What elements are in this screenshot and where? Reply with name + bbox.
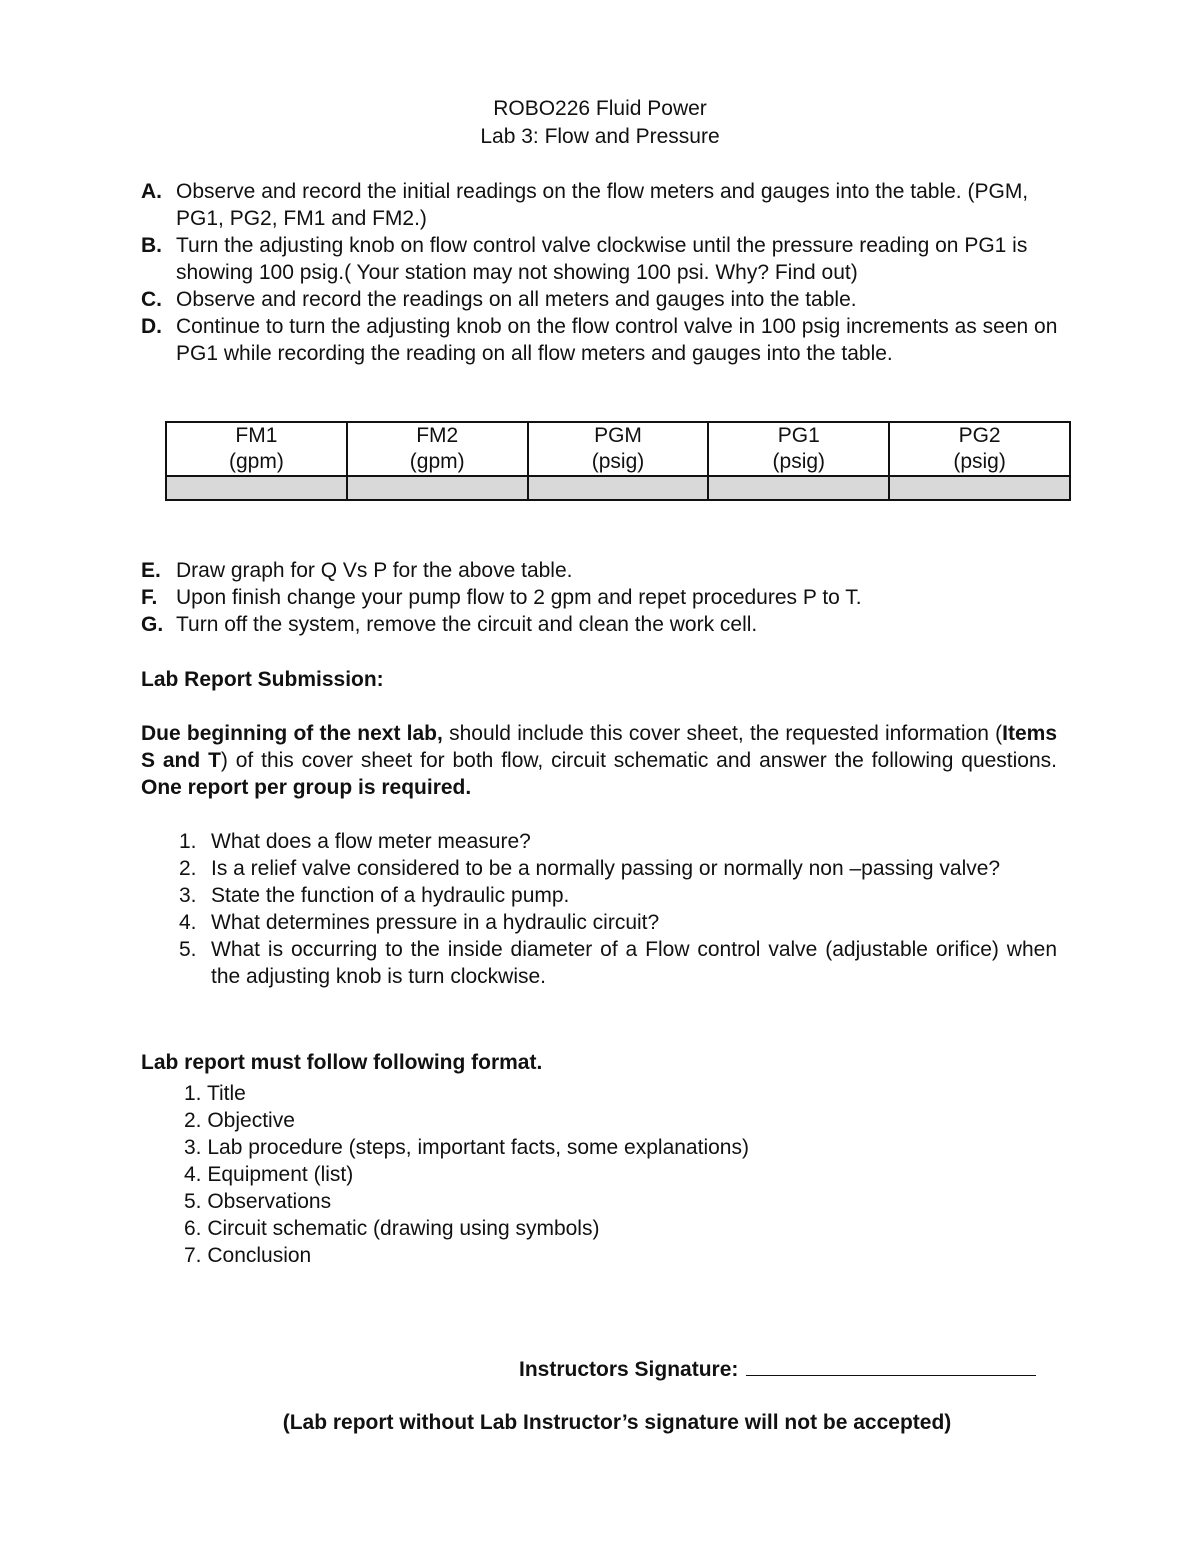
question-text: What determines pressure in a hydraulic circuit? [211,911,660,934]
header-pg1 [708,422,889,476]
readings-table [165,421,1071,501]
table-cell-pg1[interactable] [708,476,889,500]
step-text: Upon finish change your pump flow to 2 gpm and repet procedures P to T. [176,586,862,609]
step-text: Continue to turn the adjusting knob on the flow control valve in 100 psig increments as seen on PG1 while recording the reading on all flow meters and gauges into the table. [176,315,1058,365]
header-unit: (psig) [591,450,645,473]
step-a [141,178,1061,232]
header-unit: (psig) [772,450,826,473]
procedure-steps-part2 [141,557,1061,638]
format-item: 2. Objective [184,1109,295,1132]
question-number: 1. [179,830,197,853]
header-pg2 [889,422,1070,476]
required-text: One report per group is required. [141,776,472,799]
step-letter: D. [141,315,162,338]
table-cell-fm2[interactable] [347,476,528,500]
question-number: 3. [179,884,197,907]
question-item [141,828,1057,855]
header-unit: (gpm) [228,450,284,473]
submission-text-2: ) of this cover sheet for both flow, circuit schematic and answer the following questions. [220,749,1057,772]
procedure-steps-part1 [141,178,1061,367]
step-letter: C. [141,288,162,311]
question-text: What does a flow meter measure? [211,830,531,853]
question-number: 5. [179,938,197,961]
table-header-row [166,422,1070,476]
step-letter: B. [141,234,162,257]
header-fm1 [166,422,347,476]
header-name: PGM [594,424,642,447]
format-item: 6. Circuit schematic (drawing using symbols) [184,1217,600,1240]
format-heading: Lab report must follow following format. [141,1051,543,1074]
questions-list [141,828,1057,990]
lab-title: Lab 3: Flow and Pressure [480,125,720,148]
signature-block [519,1355,1036,1383]
step-text: Observe and record the initial readings on the flow meters and gauges into the table. (PGM, PG1, PG2, FM1 and FM2.) [176,180,1029,230]
header-unit: (gpm) [409,450,465,473]
format-item: 1. Title [184,1082,246,1105]
question-text: What is occurring to the inside diameter of a Flow control valve (adjustable orifice) when the adjusting knob is turn clockwise. [211,938,1057,988]
format-item: 3. Lab procedure (steps, important facts, some explanations) [184,1136,749,1159]
table-cell-fm1[interactable] [166,476,347,500]
question-text: Is a relief valve considered to be a normally passing or normally non –passing valve? [211,857,1001,880]
step-text: Draw graph for Q Vs P for the above table. [176,559,573,582]
step-f [141,584,1061,611]
header-name: FM2 [416,424,459,447]
header-unit: (psig) [953,450,1006,473]
format-item: 5. Observations [184,1190,332,1213]
submission-paragraph [141,720,1057,801]
question-item [141,855,1057,882]
header-name: PG2 [958,424,1001,447]
step-letter: F. [141,586,158,609]
step-text: Turn off the system, remove the circuit and clean the work cell. [176,613,758,636]
step-letter: E. [141,559,161,582]
table-cell-pg2[interactable] [889,476,1070,500]
table-cell-pgm[interactable] [528,476,709,500]
question-number: 2. [179,857,197,880]
submission-text-1: should include this cover sheet, the requested information ( [442,722,1003,745]
step-b [141,232,1061,286]
step-c [141,286,1061,313]
step-letter: A. [141,180,162,203]
step-text: Turn the adjusting knob on flow control valve clockwise until the pressure reading on PG1 is showing 100 psig.( Your station may not showing 100 psi. Why? Find out) [176,234,1028,284]
question-item [141,882,1057,909]
header-name: FM1 [235,424,278,447]
question-text: State the function of a hydraulic pump. [211,884,570,907]
step-text: Observe and record the readings on all meters and gauges into the table. [176,288,857,311]
header-fm2 [347,422,528,476]
question-item [141,909,1057,936]
format-list [184,1080,749,1269]
course-title: ROBO226 Fluid Power [493,97,707,120]
step-d [141,313,1061,367]
signature-line[interactable] [746,1355,1036,1376]
signature-note: (Lab report without Lab Instructor’s signature will not be accepted) [282,1411,952,1434]
question-item [141,936,1057,990]
title-block [0,95,1200,151]
question-number: 4. [179,911,197,934]
header-pgm [528,422,709,476]
table-row [166,476,1070,500]
step-g [141,611,1061,638]
step-letter: G. [141,613,164,636]
due-text: Due beginning of the next lab, [141,722,443,745]
step-e [141,557,1061,584]
format-item: 4. Equipment (list) [184,1163,354,1186]
format-item: 7. Conclusion [184,1244,312,1267]
items-text: Items S and T [141,722,1057,772]
header-name: PG1 [777,424,820,447]
submission-heading: Lab Report Submission: [141,668,384,691]
signature-label: Instructors Signature: [519,1358,739,1381]
